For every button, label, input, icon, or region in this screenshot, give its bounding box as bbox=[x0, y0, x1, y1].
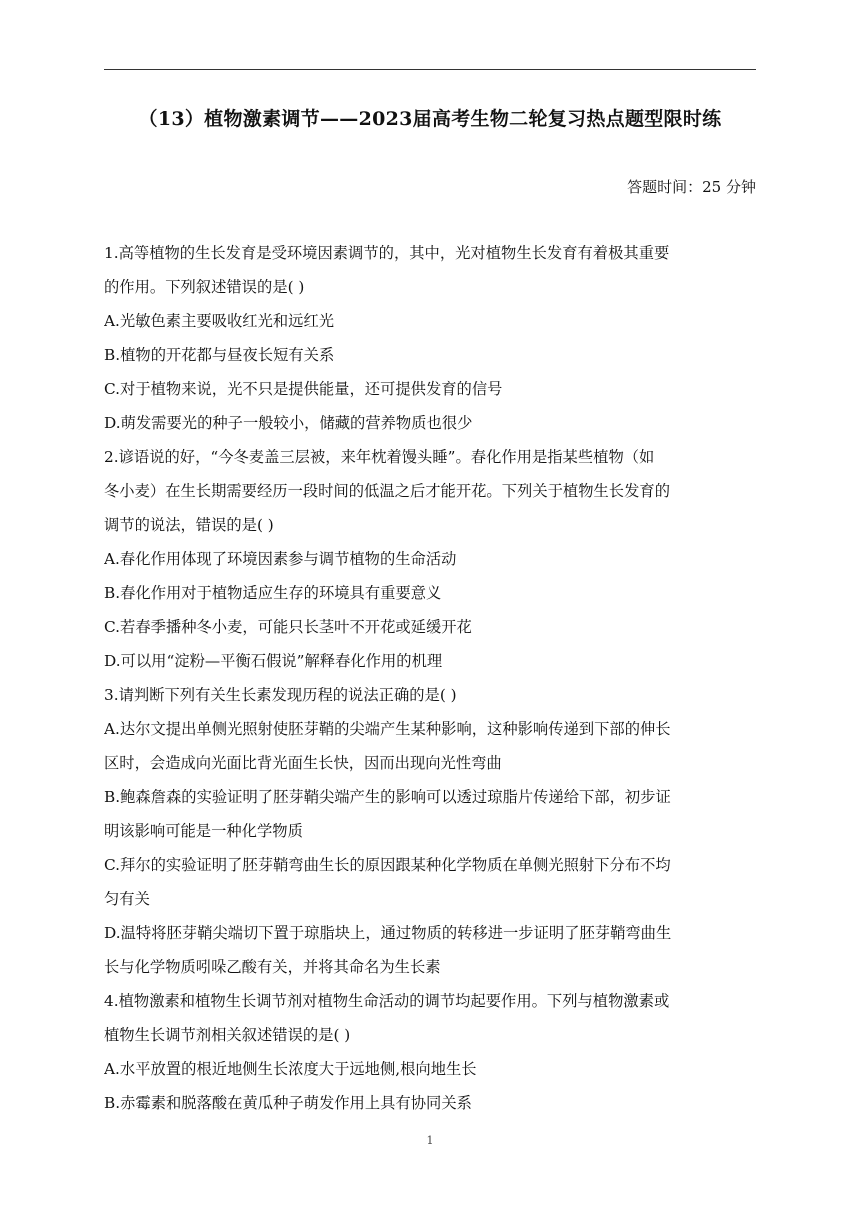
text-line: 的作用。下列叙述错误的是( ) bbox=[104, 278, 305, 296]
text-line: 冬小麦）在生长期需要经历一段时间的低温之后才能开花。下列关于植物生长发育的 bbox=[104, 482, 670, 500]
text-line: A.光敏色素主要吸收红光和远红光 bbox=[104, 312, 335, 330]
text-line: B.春化作用对于植物适应生存的环境具有重要意义 bbox=[104, 584, 442, 602]
text-line: 植物生长调节剂相关叙述错误的是( ) bbox=[104, 1026, 351, 1044]
text-line: A.达尔文提出单侧光照射使胚芽鞘的尖端产生某种影响，这种影响传递到下部的伸长 bbox=[104, 720, 671, 738]
text-line: A.春化作用体现了环境因素参与调节植物的生命活动 bbox=[104, 550, 457, 568]
header-rule bbox=[104, 69, 756, 70]
text-line: 调节的说法，错误的是( ) bbox=[104, 516, 274, 534]
text-line: 长与化学物质吲哚乙酸有关，并将其命名为生长素 bbox=[104, 958, 441, 976]
text-line: 4.植物激素和植物生长调节剂对植物生命活动的调节均起要作用。下列与植物激素或 bbox=[104, 992, 670, 1010]
text-line: C.对于植物来说，光不只是提供能量，还可提供发育的信号 bbox=[104, 380, 503, 398]
text-line: 区时，会造成向光面比背光面生长快，因而出现向光性弯曲 bbox=[104, 754, 502, 772]
text-line: B.植物的开花都与昼夜长短有关系 bbox=[104, 346, 335, 364]
text-line: 匀有关 bbox=[104, 890, 150, 908]
time-limit: 答题时间：25 分钟 bbox=[627, 178, 756, 196]
text-line: C.若春季播种冬小麦，可能只长茎叶不开花或延缓开花 bbox=[104, 618, 472, 636]
text-line: C.拜尔的实验证明了胚芽鞘弯曲生长的原因跟某种化学物质在单侧光照射下分布不均 bbox=[104, 856, 671, 874]
text-line: D.可以用“淀粉—平衡石假说”解释春化作用的机理 bbox=[104, 652, 443, 670]
text-line: 明该影响可能是一种化学物质 bbox=[104, 822, 303, 840]
text-line: 2.谚语说的好，“今冬麦盖三层被，来年枕着馒头睡”。春化作用是指某些植物（如 bbox=[104, 448, 655, 466]
text-line: B.鲍森詹森的实验证明了胚芽鞘尖端产生的影响可以透过琼脂片传递给下部，初步证 bbox=[104, 788, 671, 806]
text-line: D.温特将胚芽鞘尖端切下置于琼脂块上，通过物质的转移进一步证明了胚芽鞘弯曲生 bbox=[104, 924, 672, 942]
question-content bbox=[104, 236, 752, 1120]
text-line: D.萌发需要光的种子一般较小，储藏的营养物质也很少 bbox=[104, 414, 473, 432]
page-title: （13）植物激素调节——2023届高考生物二轮复习热点题型限时练 bbox=[138, 108, 722, 130]
text-line: 1.高等植物的生长发育是受环境因素调节的，其中，光对植物生长发育有着极其重要 bbox=[104, 244, 670, 262]
text-line: A.水平放置的根近地侧生长浓度大于远地侧,根向地生长 bbox=[104, 1060, 477, 1078]
text-line: 3.请判断下列有关生长素发现历程的说法正确的是( ) bbox=[104, 686, 457, 704]
page-number: 1 bbox=[426, 1134, 434, 1147]
text-line: B.赤霉素和脱落酸在黄瓜种子萌发作用上具有协同关系 bbox=[104, 1094, 472, 1112]
